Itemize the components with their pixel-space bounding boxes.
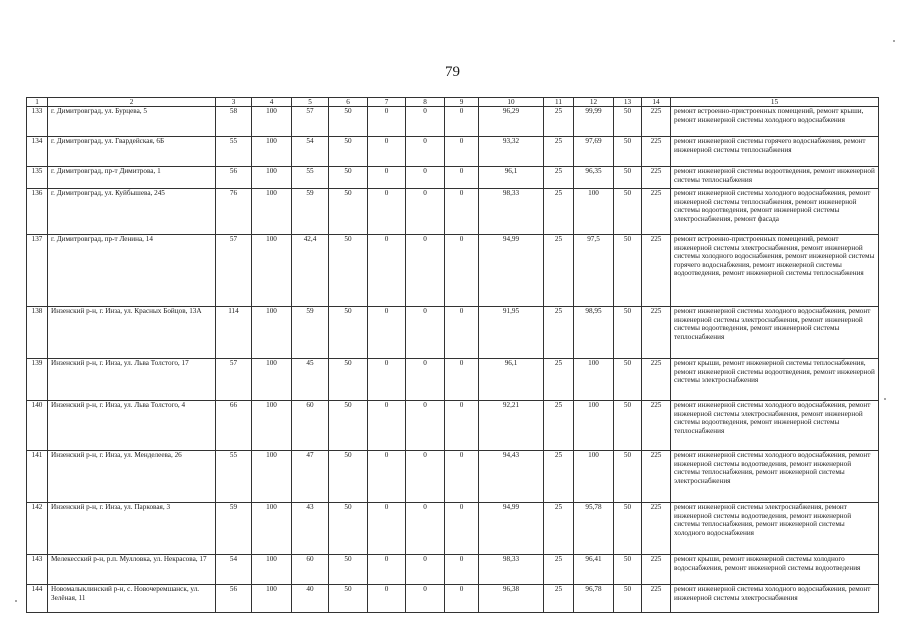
value-cell: 99,99 (574, 107, 614, 137)
scan-speck (884, 398, 886, 400)
value-cell: 225 (642, 107, 671, 137)
row-number-cell: 144 (27, 585, 48, 613)
table-row (27, 307, 879, 359)
value-cell: 0 (406, 401, 445, 451)
value-cell: 25 (544, 137, 574, 167)
value-cell: 54 (292, 137, 329, 167)
value-cell: 0 (406, 451, 445, 503)
value-cell: 100 (252, 401, 292, 451)
table-body (27, 107, 879, 613)
value-cell: 25 (544, 503, 574, 555)
row-number-cell: 139 (27, 359, 48, 401)
value-cell: 55 (216, 137, 252, 167)
value-cell: 0 (406, 307, 445, 359)
value-cell: 58 (216, 107, 252, 137)
value-cell: 50 (614, 307, 642, 359)
value-cell: 50 (329, 401, 368, 451)
value-cell: 0 (406, 359, 445, 401)
row-number-cell: 140 (27, 401, 48, 451)
row-number-cell: 138 (27, 307, 48, 359)
value-cell: 97,5 (574, 235, 614, 307)
value-cell: 225 (642, 307, 671, 359)
value-cell: 0 (445, 401, 479, 451)
value-cell: 94,99 (479, 503, 544, 555)
value-cell: 50 (614, 585, 642, 613)
value-cell: 57 (216, 235, 252, 307)
value-cell: 50 (614, 451, 642, 503)
value-cell: 0 (406, 555, 445, 585)
value-cell: 0 (445, 503, 479, 555)
value-cell: 96,41 (574, 555, 614, 585)
value-cell: 91,95 (479, 307, 544, 359)
value-cell: 50 (614, 107, 642, 137)
row-number-cell: 137 (27, 235, 48, 307)
value-cell: 50 (329, 137, 368, 167)
row-number-cell: 133 (27, 107, 48, 137)
column-number-header: 9 (445, 98, 479, 107)
table-row (27, 189, 879, 235)
value-cell: 225 (642, 137, 671, 167)
value-cell: 0 (445, 359, 479, 401)
column-number-header: 13 (614, 98, 642, 107)
value-cell: 100 (252, 189, 292, 235)
value-cell: 0 (445, 235, 479, 307)
value-cell: 66 (216, 401, 252, 451)
value-cell: 50 (329, 359, 368, 401)
address-cell: Новомалыклинский р-н, с. Новочеремшанск, ул. Зелёная, 11 (48, 585, 216, 613)
table-row (27, 401, 879, 451)
value-cell: 55 (292, 167, 329, 189)
value-cell: 56 (216, 167, 252, 189)
value-cell: 100 (252, 451, 292, 503)
address-cell: г. Димитровград, ул. Куйбышева, 245 (48, 189, 216, 235)
address-cell: Инзенский р-н, г. Инза, ул. Менделеева, 26 (48, 451, 216, 503)
value-cell: 50 (329, 167, 368, 189)
value-cell: 0 (445, 189, 479, 235)
value-cell: 225 (642, 401, 671, 451)
row-number-cell: 143 (27, 555, 48, 585)
value-cell: 50 (329, 307, 368, 359)
value-cell: 47 (292, 451, 329, 503)
works-cell: ремонт крыши, ремонт инженерной системы теплоснабжения, ремонт инженерной системы водоотведения, ремонт инженерной системы электроснабжения (671, 359, 879, 401)
value-cell: 100 (252, 555, 292, 585)
works-cell: ремонт инженерной системы холодного водоснабжения, ремонт инженерной системы теплоснабжения, ремонт инженерной системы водоотведения, ремонт инженерной системы электроснабжения, ремонт фасада (671, 189, 879, 235)
value-cell: 45 (292, 359, 329, 401)
table-row (27, 585, 879, 613)
value-cell: 25 (544, 555, 574, 585)
value-cell: 96,78 (574, 585, 614, 613)
value-cell: 0 (445, 585, 479, 613)
value-cell: 114 (216, 307, 252, 359)
value-cell: 100 (574, 359, 614, 401)
value-cell: 96,38 (479, 585, 544, 613)
column-number-header: 1 (27, 98, 48, 107)
value-cell: 40 (292, 585, 329, 613)
value-cell: 50 (614, 359, 642, 401)
value-cell: 98,33 (479, 555, 544, 585)
value-cell: 0 (406, 585, 445, 613)
table-row (27, 167, 879, 189)
column-number-header: 3 (216, 98, 252, 107)
value-cell: 0 (368, 107, 406, 137)
address-cell: Мелекесский р-н, р.п. Мулловка, ул. Некрасова, 17 (48, 555, 216, 585)
value-cell: 57 (216, 359, 252, 401)
value-cell: 50 (614, 189, 642, 235)
value-cell: 96,1 (479, 167, 544, 189)
value-cell: 0 (406, 503, 445, 555)
value-cell: 225 (642, 235, 671, 307)
value-cell: 225 (642, 503, 671, 555)
value-cell: 0 (368, 137, 406, 167)
value-cell: 225 (642, 555, 671, 585)
works-cell: ремонт инженерной системы электроснабжения, ремонт инженерной системы водоотведения, ремонт инженерной системы теплоснабжения, ремонт инженерной системы холодного водоснабжения (671, 503, 879, 555)
column-number-header: 2 (48, 98, 216, 107)
table-row (27, 451, 879, 503)
value-cell: 96,1 (479, 359, 544, 401)
value-cell: 0 (445, 167, 479, 189)
address-cell: г. Димитровград, ул. Гвардейская, 6Б (48, 137, 216, 167)
value-cell: 57 (292, 107, 329, 137)
value-cell: 50 (614, 401, 642, 451)
value-cell: 56 (216, 585, 252, 613)
works-cell: ремонт встроенно-пристроенных помещений, ремонт крыши, ремонт инженерной системы холодного водоснабжения (671, 107, 879, 137)
value-cell: 0 (406, 107, 445, 137)
value-cell: 100 (574, 189, 614, 235)
column-number-header: 4 (252, 98, 292, 107)
value-cell: 50 (329, 585, 368, 613)
value-cell: 0 (406, 189, 445, 235)
value-cell: 59 (292, 189, 329, 235)
header-row (27, 98, 879, 107)
address-cell: Инзенский р-н, г. Инза, ул. Красных Бойцов, 13А (48, 307, 216, 359)
column-number-header: 5 (292, 98, 329, 107)
value-cell: 0 (368, 167, 406, 189)
value-cell: 100 (252, 137, 292, 167)
works-cell: ремонт инженерной системы холодного водоснабжения, ремонт инженерной системы электроснабжения (671, 585, 879, 613)
table-row (27, 137, 879, 167)
value-cell: 100 (252, 503, 292, 555)
table-row (27, 235, 879, 307)
value-cell: 98,95 (574, 307, 614, 359)
value-cell: 59 (216, 503, 252, 555)
value-cell: 100 (252, 359, 292, 401)
value-cell: 0 (445, 555, 479, 585)
value-cell: 225 (642, 585, 671, 613)
table-row (27, 359, 879, 401)
value-cell: 100 (574, 401, 614, 451)
works-cell: ремонт инженерной системы горячего водоснабжения, ремонт инженерной системы теплоснабжения (671, 137, 879, 167)
value-cell: 0 (368, 401, 406, 451)
value-cell: 225 (642, 451, 671, 503)
page-number: 79 (445, 64, 460, 80)
value-cell: 50 (614, 555, 642, 585)
value-cell: 0 (368, 503, 406, 555)
value-cell: 50 (329, 235, 368, 307)
value-cell: 97,69 (574, 137, 614, 167)
scan-speck (893, 40, 895, 42)
address-cell: г. Димитровград, пр-т Димитрова, 1 (48, 167, 216, 189)
address-cell: Инзенский р-н, г. Инза, ул. Парковая, 3 (48, 503, 216, 555)
value-cell: 92,21 (479, 401, 544, 451)
value-cell: 0 (445, 137, 479, 167)
value-cell: 50 (614, 167, 642, 189)
row-number-cell: 141 (27, 451, 48, 503)
address-cell: г. Димитровград, пр-т Ленина, 14 (48, 235, 216, 307)
value-cell: 25 (544, 189, 574, 235)
value-cell: 25 (544, 235, 574, 307)
works-cell: ремонт встроенно-пристроенных помещений, ремонт инженерной системы электроснабжения, ремонт инженерной системы холодного водоснабжения, ремонт инженерной системы горячего водоснабжения, ремонт инженерной системы водоотведения, ремонт инженерной системы теплоснабжения (671, 235, 879, 307)
row-number-cell: 142 (27, 503, 48, 555)
value-cell: 43 (292, 503, 329, 555)
table-row (27, 555, 879, 585)
value-cell: 60 (292, 401, 329, 451)
value-cell: 0 (368, 235, 406, 307)
works-cell: ремонт инженерной системы холодного водоснабжения, ремонт инженерной системы электроснабжения, ремонт инженерной системы водоотведения, ремонт инженерной системы теплоснабжения (671, 401, 879, 451)
register-table (26, 97, 879, 613)
column-number-header: 14 (642, 98, 671, 107)
value-cell: 225 (642, 167, 671, 189)
value-cell: 100 (252, 307, 292, 359)
value-cell: 96,29 (479, 107, 544, 137)
value-cell: 25 (544, 107, 574, 137)
value-cell: 50 (329, 189, 368, 235)
value-cell: 25 (544, 451, 574, 503)
value-cell: 25 (544, 585, 574, 613)
value-cell: 93,32 (479, 137, 544, 167)
value-cell: 95,78 (574, 503, 614, 555)
value-cell: 100 (252, 585, 292, 613)
column-number-header: 12 (574, 98, 614, 107)
value-cell: 225 (642, 189, 671, 235)
address-cell: г. Димитровград, ул. Бурцева, 5 (48, 107, 216, 137)
value-cell: 42,4 (292, 235, 329, 307)
column-number-header: 8 (406, 98, 445, 107)
column-number-header: 11 (544, 98, 574, 107)
value-cell: 0 (368, 189, 406, 235)
value-cell: 50 (329, 503, 368, 555)
table-row (27, 107, 879, 137)
column-number-header: 7 (368, 98, 406, 107)
value-cell: 100 (252, 167, 292, 189)
works-cell: ремонт инженерной системы холодного водоснабжения, ремонт инженерной системы электроснабжения, ремонт инженерной системы водоотведения, ремонт инженерной системы теплоснабжения (671, 307, 879, 359)
value-cell: 0 (406, 137, 445, 167)
value-cell: 50 (329, 451, 368, 503)
works-cell: ремонт крыши, ремонт инженерной системы холодного водоснабжения, ремонт инженерной системы водоотведения (671, 555, 879, 585)
column-number-header: 15 (671, 98, 879, 107)
value-cell: 0 (445, 307, 479, 359)
value-cell: 0 (368, 451, 406, 503)
value-cell: 0 (406, 235, 445, 307)
value-cell: 25 (544, 359, 574, 401)
address-cell: Инзенский р-н, г. Инза, ул. Льва Толстого, 17 (48, 359, 216, 401)
column-number-header: 6 (329, 98, 368, 107)
value-cell: 98,33 (479, 189, 544, 235)
table-row (27, 503, 879, 555)
value-cell: 76 (216, 189, 252, 235)
value-cell: 0 (368, 585, 406, 613)
value-cell: 59 (292, 307, 329, 359)
value-cell: 50 (329, 107, 368, 137)
value-cell: 94,43 (479, 451, 544, 503)
value-cell: 50 (614, 137, 642, 167)
value-cell: 94,99 (479, 235, 544, 307)
works-cell: ремонт инженерной системы водоотведения, ремонт инженерной системы теплоснабжения (671, 167, 879, 189)
value-cell: 225 (642, 359, 671, 401)
value-cell: 100 (252, 235, 292, 307)
value-cell: 100 (574, 451, 614, 503)
value-cell: 25 (544, 307, 574, 359)
value-cell: 25 (544, 401, 574, 451)
value-cell: 50 (614, 235, 642, 307)
value-cell: 0 (406, 167, 445, 189)
value-cell: 50 (614, 503, 642, 555)
column-number-header: 10 (479, 98, 544, 107)
value-cell: 25 (544, 167, 574, 189)
value-cell: 100 (252, 107, 292, 137)
value-cell: 96,35 (574, 167, 614, 189)
value-cell: 50 (329, 555, 368, 585)
row-number-cell: 134 (27, 137, 48, 167)
value-cell: 0 (445, 451, 479, 503)
value-cell: 0 (368, 307, 406, 359)
value-cell: 0 (445, 107, 479, 137)
row-number-cell: 135 (27, 167, 48, 189)
value-cell: 55 (216, 451, 252, 503)
value-cell: 60 (292, 555, 329, 585)
value-cell: 0 (368, 359, 406, 401)
works-cell: ремонт инженерной системы холодного водоснабжения, ремонт инженерной системы водоотведения, ремонт инженерной системы теплоснабжения, ремонт инженерной системы электроснабжения (671, 451, 879, 503)
address-cell: Инзенский р-н, г. Инза, ул. Льва Толстого, 4 (48, 401, 216, 451)
row-number-cell: 136 (27, 189, 48, 235)
scan-speck (15, 600, 17, 602)
value-cell: 0 (368, 555, 406, 585)
value-cell: 54 (216, 555, 252, 585)
